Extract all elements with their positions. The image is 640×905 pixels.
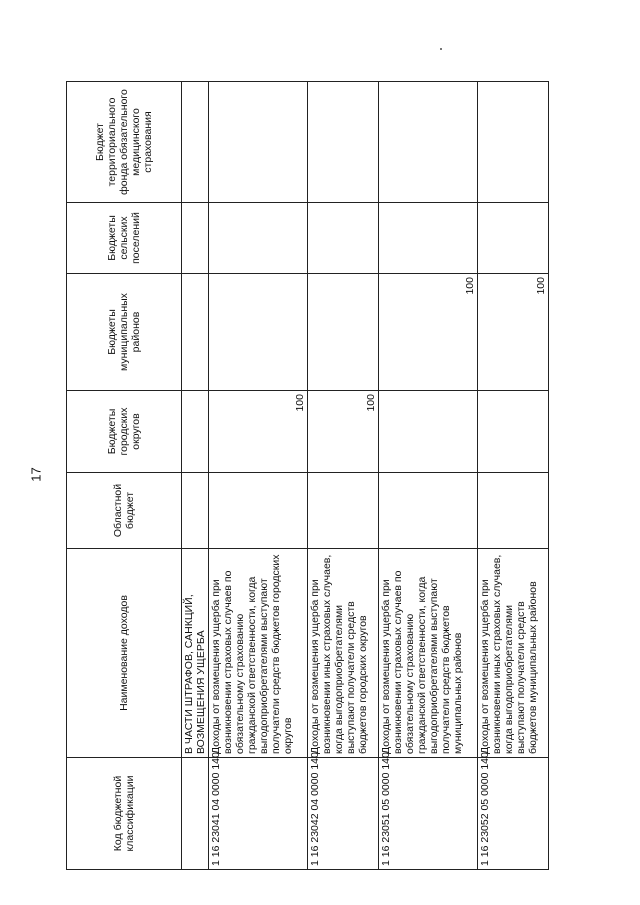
- header-row: [67, 82, 182, 870]
- row-code: 1 16 23041 04 0000 140: [209, 758, 308, 870]
- section-code-cell: [182, 758, 209, 870]
- col-header-mun: Бюджеты муниципальных районов: [67, 274, 182, 391]
- row-name: Доходы от возмещения ущерба при возникновении страховых случаев по обязательному страхованию гражданской ответственности, когда выгодоприобретателями выступают получатели средств бюджетов городских округов: [209, 549, 308, 758]
- rotated-page: [66, 82, 549, 870]
- section-row: [182, 82, 209, 870]
- row-sel: [307, 203, 378, 274]
- table-row: [209, 82, 308, 870]
- col-header-gorod: Бюджеты городских округов: [67, 391, 182, 473]
- row-sel: [209, 203, 308, 274]
- row-mun: [307, 274, 378, 391]
- row-gorod: 100: [307, 391, 378, 473]
- row-gorod: 100: [209, 391, 308, 473]
- row-mun: 100: [477, 274, 548, 391]
- row-code: 1 16 23042 04 0000 140: [307, 758, 378, 870]
- table-row: [378, 82, 477, 870]
- col-header-oblast: Областной бюджет: [67, 473, 182, 549]
- row-name: Доходы от возмещения ущерба при возникновении страховых случаев по обязательному страхованию гражданской ответственности, когда выгодоприобретателями выступают получатели средств бюджетов муниципальных районов: [378, 549, 477, 758]
- page-number: 17: [28, 467, 44, 482]
- row-gorod: [477, 391, 548, 473]
- row-fond: [307, 82, 378, 203]
- row-gorod: [378, 391, 477, 473]
- row-fond: [477, 82, 548, 203]
- section-title: В ЧАСТИ ШТРАФОВ, САНКЦИЙ, ВОЗМЕЩЕНИЯ УЩЕРБА: [182, 549, 209, 758]
- table-row: [477, 82, 548, 870]
- row-name: Доходы от возмещения ущерба при возникновении иных страховых случаев, когда выгодоприобретателями выступают получатели средств бюджетов городских округов: [307, 549, 378, 758]
- row-oblast: [307, 473, 378, 549]
- row-fond: [209, 82, 308, 203]
- col-header-name: Наименование доходов: [67, 549, 182, 758]
- row-fond: [378, 82, 477, 203]
- row-sel: [378, 203, 477, 274]
- row-oblast: [378, 473, 477, 549]
- col-header-fond: Бюджет территориального фонда обязательного медицинского страхования: [67, 82, 182, 203]
- col-header-sel: Бюджеты сельских поселений: [67, 203, 182, 274]
- row-name: Доходы от возмещения ущерба при возникновении иных страховых случаев, когда выгодоприобретателями выступают получатели средств бюджетов муниципальных районов: [477, 549, 548, 758]
- row-code: 1 16 23052 05 0000 140: [477, 758, 548, 870]
- col-header-code: Код бюджетной классификации: [67, 758, 182, 870]
- row-oblast: [209, 473, 308, 549]
- row-mun: 100: [378, 274, 477, 391]
- scan-speck: [440, 48, 442, 50]
- row-code: 1 16 23051 05 0000 140: [378, 758, 477, 870]
- row-sel: [477, 203, 548, 274]
- revenue-table: [66, 81, 549, 870]
- row-mun: [209, 274, 308, 391]
- table-row: [307, 82, 378, 870]
- row-oblast: [477, 473, 548, 549]
